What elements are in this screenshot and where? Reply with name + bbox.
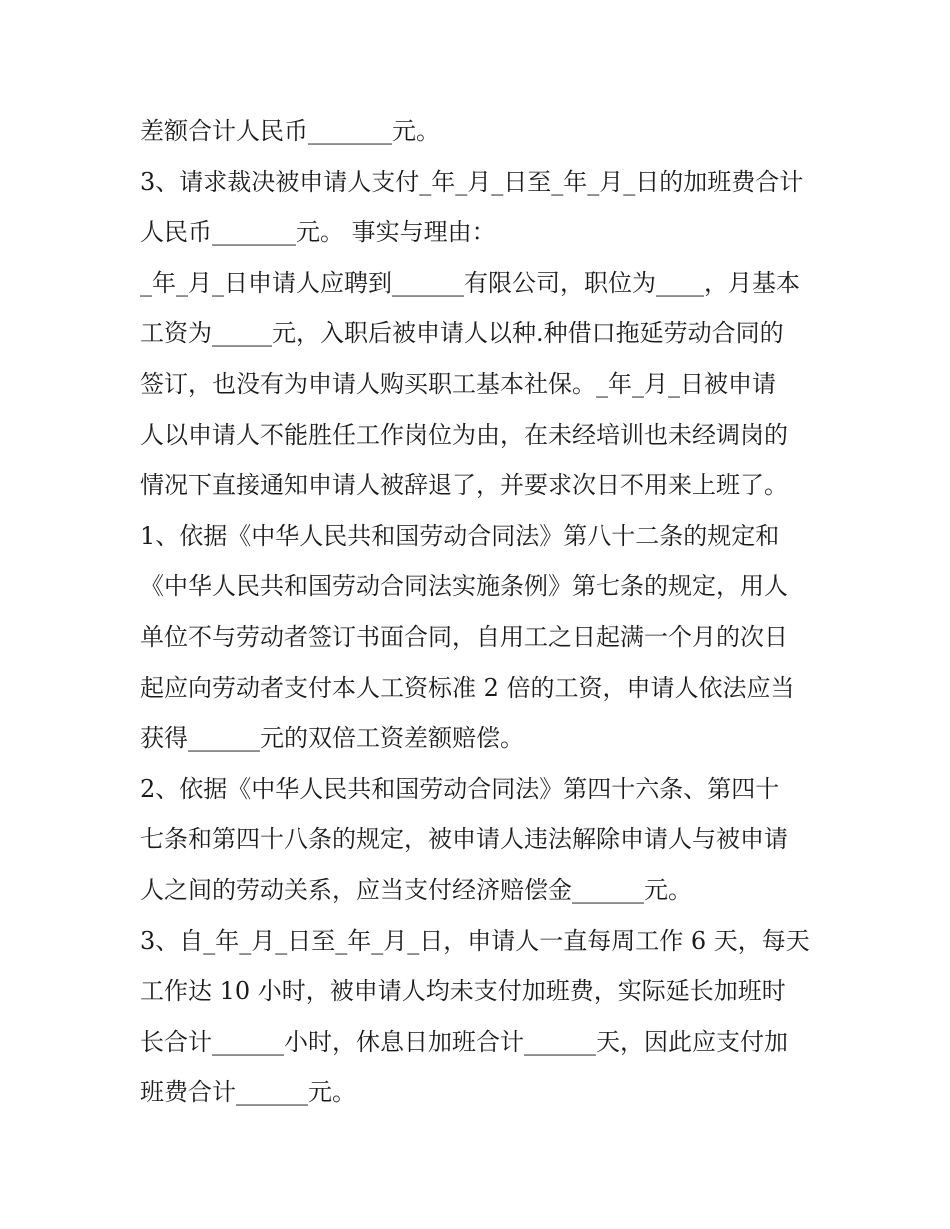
text-line: 班费合计______元。 [140, 1078, 356, 1107]
text-line: 3、请求裁决被申请人支付_年_月_日至_年_月_日的加班费合计 [140, 167, 804, 196]
text-line: 差额合计人民币_______元。 [140, 117, 440, 145]
text-line: 2、依据《中华人民共和国劳动合同法》第四十六条、第四十 [140, 774, 780, 803]
text-line: 工资为_____元，入职后被申请人以种.种借口拖延劳动合同的 [140, 319, 784, 348]
text-line: 起应向劳动者支付本人工资标准 2 倍的工资，申请人依法应当 [140, 673, 795, 702]
text-line: 工作达 10 小时，被申请人均未支付加班费，实际延长加班时 [140, 977, 786, 1006]
text-line: 人民币_______元。 事实与理由： [140, 218, 496, 247]
text-line: _年_月_日申请人应聘到______有限公司，职位为____，月基本 [140, 268, 800, 297]
text-line: 签订，也没有为申请人购买职工基本社保。_年_月_日被申请 [140, 369, 776, 398]
document-body [140, 106, 820, 1118]
text-line: 七条和第四十八条的规定，被申请人违法解除申请人与被申请 [140, 825, 788, 854]
text-line: 人以申请人不能胜任工作岗位为由，在未经培训也未经调岗的 [140, 420, 788, 449]
text-line: 情况下直接通知申请人被辞退了，并要求次日不用来上班了。 [140, 471, 788, 500]
text-line: 单位不与劳动者签订书面合同，自用工之日起满一个月的次日 [140, 622, 788, 651]
text-line: 获得______元的双倍工资差额赔偿。 [140, 724, 524, 753]
text-line: 3、自_年_月_日至_年_月_日，申请人一直每周工作 6 天，每天 [140, 926, 810, 955]
text-line: 1、依据《中华人民共和国劳动合同法》第八十二条的规定和 [140, 521, 780, 550]
text-line: 《中华人民共和国劳动合同法实施条例》第七条的规定，用人 [140, 572, 788, 601]
text-line: 长合计______小时，休息日加班合计______天，因此应支付加 [140, 1027, 788, 1056]
text-line: 人之间的劳动关系，应当支付经济赔偿金______元。 [140, 875, 692, 904]
